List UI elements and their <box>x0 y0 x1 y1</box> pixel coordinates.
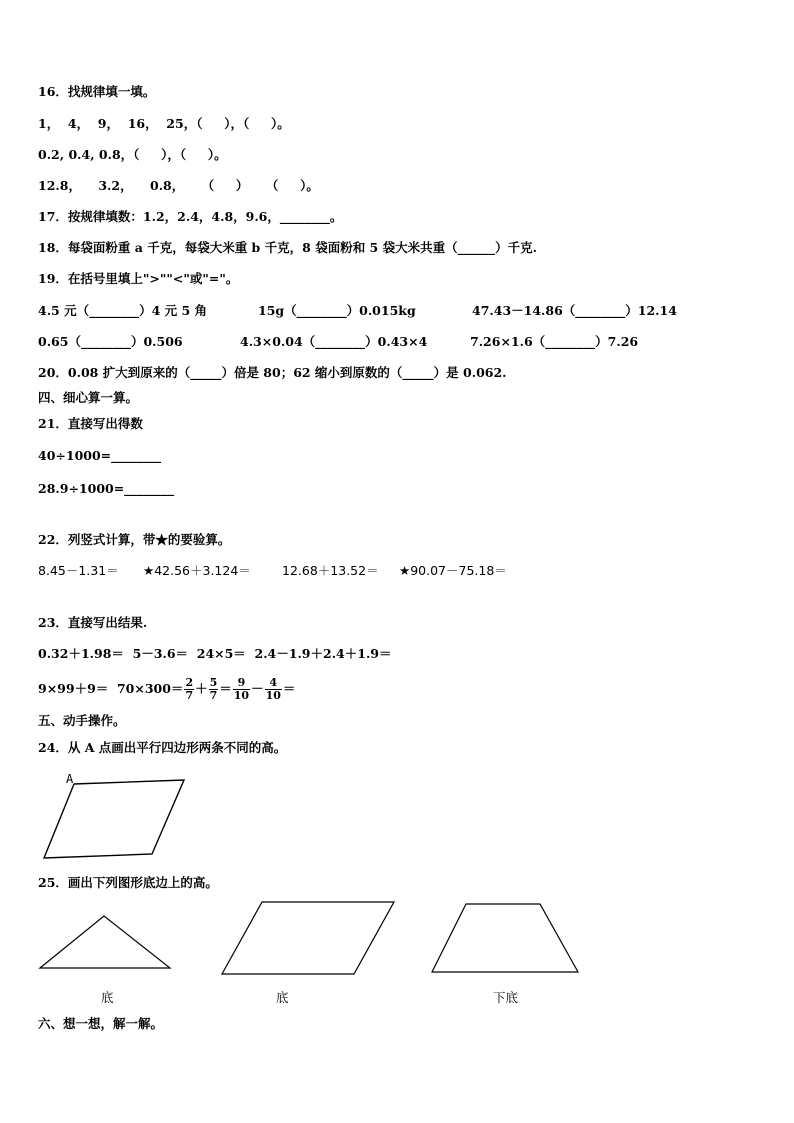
q20-text: 20．0.08 扩大到原来的（_____）倍是 80；62 缩小到原数的（_____）是 0.062. <box>38 365 507 380</box>
q16-line3: 12.8， 3.2， 0.8， （ ） （ ）。 <box>38 178 319 193</box>
q19-r1c: 47.43－14.86（________）12.14 <box>472 303 677 318</box>
q22-item-1: 8.45－1.31＝ <box>38 563 119 578</box>
q22-item-2: ★42.56＋3.124＝ <box>143 563 251 578</box>
point-a-label: A <box>66 772 74 786</box>
q16-line1: 1， 4， 9， 16， 25，（ ），（ ）。 <box>38 116 290 131</box>
q25-parallelogram <box>220 898 400 978</box>
q16-line2: 0.2, 0.4, 0.8，（ ），（ ）。 <box>38 147 227 162</box>
fraction-2-7: $\frac{2}{7}$ <box>185 676 194 702</box>
q22-item-4: ★90.07－75.18＝ <box>399 563 507 578</box>
section-6-heading: 六、想一想，解一解。 <box>38 1016 164 1031</box>
q23-title: 23．直接写出结果. <box>38 615 148 630</box>
q19-title: 19．在括号里填上">""<"或"="。 <box>38 271 239 286</box>
section-4-heading: 四、细心算一算。 <box>38 390 139 405</box>
fraction-5-7: $\frac{5}{7}$ <box>209 676 218 702</box>
q19-r1a: 4.5 元（________）4 元 5 角 <box>38 303 208 318</box>
q23-line2: 9×99＋9＝ 70×300＝ $\frac{2}{7}$ ＋ $\frac{5}{7}$ ＝ $\frac{9}{10}$ － $\frac{4}{10}$ ＝ <box>38 676 296 702</box>
q19-r2c: 7.26×1.6（________）7.26 <box>470 334 639 349</box>
q18-text: 18．每袋面粉重 a 千克，每袋大米重 b 千克，8 袋面粉和 5 袋大米共重（______）千克. <box>38 240 537 255</box>
triangle-base-label: 底 <box>101 990 114 1005</box>
trapezoid-base-label: 下底 <box>493 990 519 1005</box>
q23-line2-start: 9×99＋9＝ 70×300＝ <box>38 681 184 696</box>
q21-line2: 28.9÷1000=________ <box>38 481 175 496</box>
parallelogram-base-label: 底 <box>276 990 289 1005</box>
q25-trapezoid <box>428 898 583 978</box>
fraction-4-10: $\frac{4}{10}$ <box>265 676 281 702</box>
fraction-9-10: $\frac{9}{10}$ <box>233 676 250 702</box>
q16-title: 16．找规律填一填。 <box>38 84 156 99</box>
q21-line1: 40÷1000=________ <box>38 448 162 463</box>
q25-triangle <box>36 912 176 972</box>
q19-r2b: 4.3×0.04（________）0.43×4 <box>240 334 428 349</box>
q22-title: 22．列竖式计算，带★的要验算。 <box>38 532 231 547</box>
q19-r2a: 0.65（________）0.506 <box>38 334 183 349</box>
q22-item-3: 12.68＋13.52＝ <box>282 563 379 578</box>
q21-title: 21．直接写出得数 <box>38 416 143 431</box>
q19-r1b: 15g（________）0.015kg <box>258 303 416 318</box>
section-5-heading: 五、动手操作。 <box>38 713 126 728</box>
q24-parallelogram <box>40 776 200 866</box>
q24-title: 24．从 A 点画出平行四边形两条不同的高。 <box>38 740 287 755</box>
q25-title: 25．画出下列图形底边上的高。 <box>38 875 218 890</box>
q23-line1: 0.32＋1.98＝ 5－3.6＝ 24×5＝ 2.4－1.9＋2.4＋1.9＝ <box>38 646 392 661</box>
q17-text: 17．按规律填数：1.2，2.4，4.8，9.6，________。 <box>38 209 343 224</box>
